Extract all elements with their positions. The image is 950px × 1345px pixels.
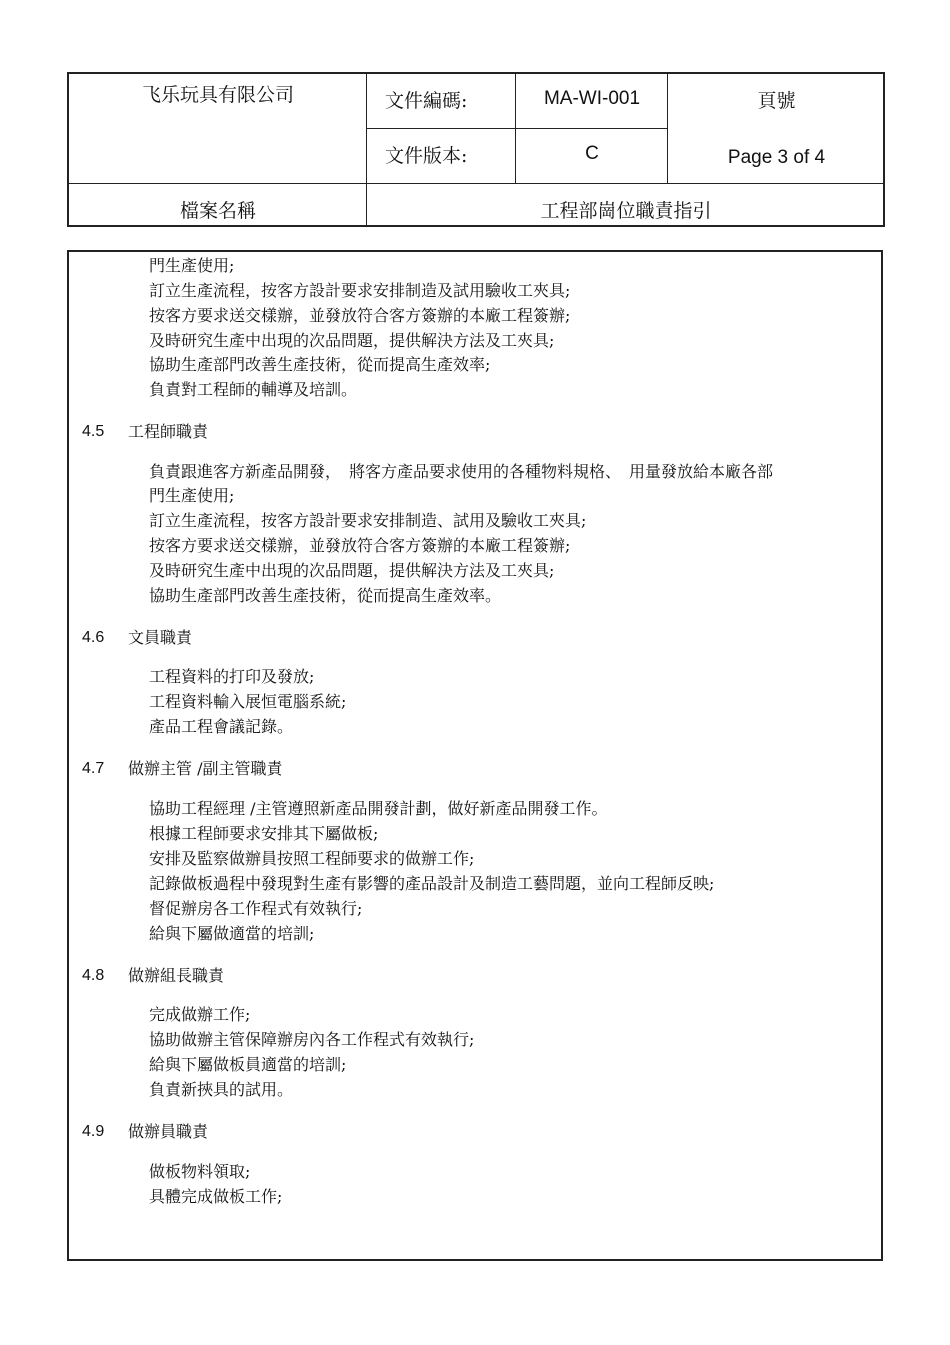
body-line: 產品工程會議記錄。	[149, 717, 294, 736]
document-body	[67, 250, 883, 1261]
body-line: 給與下屬做適當的培訓;	[149, 924, 315, 943]
section-number: 4.5	[82, 423, 105, 440]
body-line: 安排及監察做辦員按照工程師要求的做辦工作;	[149, 849, 475, 868]
document-header-table	[67, 72, 885, 227]
body-line: 負責跟進客方新產品開發， 將客方產品要求使用的各種物料規格、 用量發放給本廠各部	[149, 462, 774, 481]
section-title: 文員職責	[128, 628, 193, 647]
body-line: 工程資料的打印及發放;	[149, 667, 315, 686]
body-line: 根據工程師要求安排其下屬做板;	[149, 824, 379, 843]
body-line: 負責對工程師的輔導及培訓。	[149, 380, 358, 399]
body-line: 完成做辦工作;	[149, 1005, 251, 1024]
body-line: 工程資料輸入展恒電腦系統;	[149, 692, 347, 711]
body-line: 門生產使用;	[149, 256, 235, 275]
body-line: 負責新挾具的試用。	[149, 1080, 294, 1099]
doc-version-value: C	[585, 143, 599, 164]
body-line: 協助工程經理 /主管遵照新產品開發計劃，做好新產品開發工作。	[149, 799, 608, 818]
body-line: 訂立生產流程，按客方設計要求安排制造及試用驗收工夾具;	[149, 281, 571, 300]
body-line: 門生產使用;	[149, 486, 235, 505]
body-line: 按客方要求送交樣辦，並發放符合客方簽辦的本廠工程簽辦;	[149, 306, 571, 325]
section-number: 4.7	[82, 760, 105, 777]
doc-code-value: MA-WI-001	[543, 88, 641, 109]
section-number: 4.9	[82, 1123, 105, 1140]
file-name-label: 檔案名稱	[179, 200, 256, 222]
doc-code-label: 文件編碼:	[385, 90, 468, 112]
body-line: 及時研究生產中出現的次品問題，提供解決方法及工夾具;	[149, 331, 555, 350]
section-title: 工程師職責	[128, 422, 209, 441]
body-line: 協助生產部門改善生產技術，從而提高生產效率。	[149, 586, 502, 605]
page-number-value: Page 3 of 4	[727, 147, 826, 168]
body-line: 督促辦房各工作程式有效執行;	[149, 899, 363, 918]
section-number: 4.6	[82, 629, 105, 646]
body-line: 記錄做板過程中發現對生產有影響的產品設計及制造工藝問題，並向工程師反映;	[149, 874, 715, 893]
body-line: 訂立生產流程，按客方設計要求安排制造、試用及驗收工夾具;	[149, 511, 587, 530]
file-name-value: 工程部崗位職責指引	[540, 200, 712, 222]
body-line: 給與下屬做板員適當的培訓;	[149, 1055, 347, 1074]
body-line: 協助做辦主管保障辦房內各工作程式有效執行;	[149, 1030, 475, 1049]
company-name: 飞乐玩具有限公司	[141, 84, 294, 106]
body-line: 具體完成做板工作;	[149, 1187, 283, 1206]
doc-version-label: 文件版本:	[385, 145, 468, 167]
body-line: 做板物料領取;	[149, 1162, 251, 1181]
section-title: 做辦組長職責	[128, 966, 225, 985]
body-line: 按客方要求送交樣辦，並發放符合客方簽辦的本廠工程簽辦;	[149, 536, 571, 555]
page-label: 頁號	[757, 90, 796, 112]
section-title: 做辦員職責	[128, 1122, 209, 1141]
body-line: 及時研究生產中出現的次品問題，提供解決方法及工夾具;	[149, 561, 555, 580]
section-title: 做辦主管 /副主管職責	[128, 759, 283, 778]
body-line: 協助生產部門改善生產技術，從而提高生產效率;	[149, 355, 491, 374]
section-number: 4.8	[82, 967, 105, 984]
